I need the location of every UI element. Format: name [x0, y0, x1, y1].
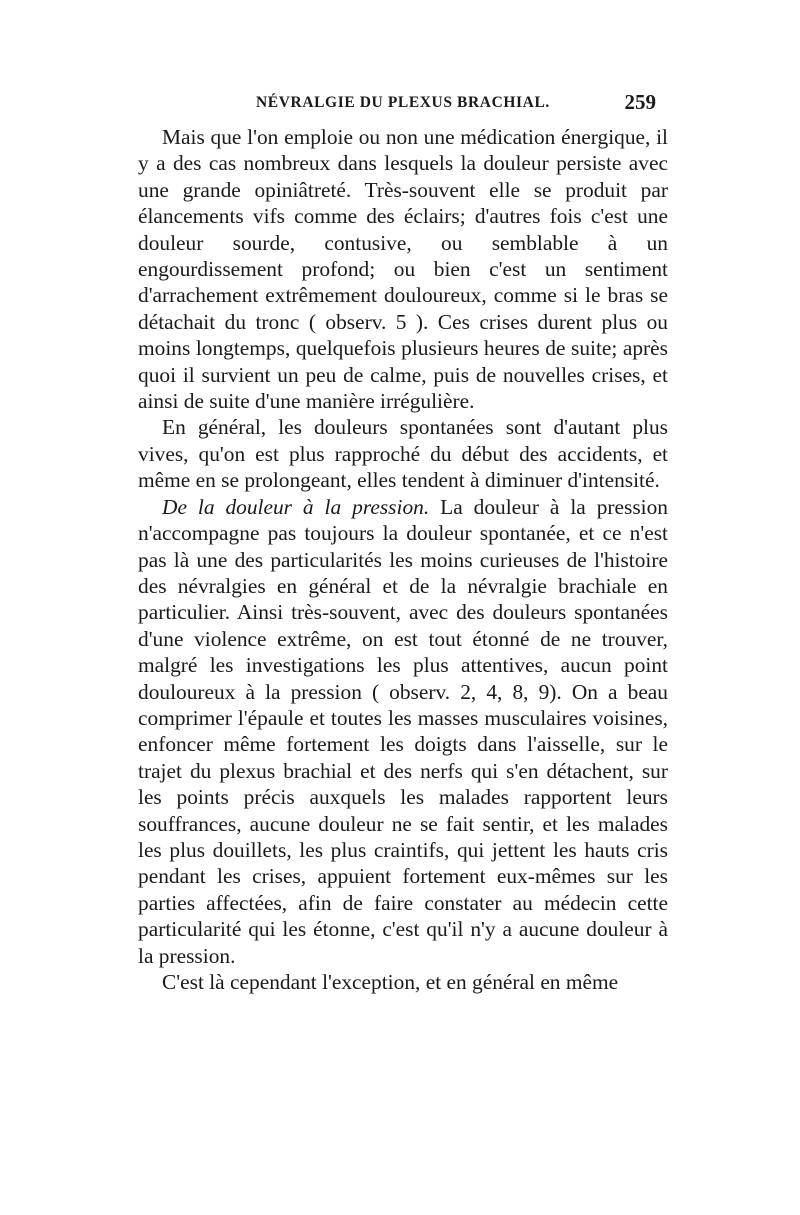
body-text [138, 124, 668, 995]
paragraph-4-text: C'est là cependant l'exception, et en général en même [162, 970, 619, 994]
paragraph-1-text: Mais que l'on emploie ou non une médication énergique, il y a des cas nombreux dans lesquels la douleur persiste avec une grande opiniâtreté. Très-souvent elle se produit par élancements vifs comme des éclairs; d'autres fois c'est une douleur sourde, contusive, ou semblable à un engourdissement profond; ou bien c'est un sentiment d'arrachement extrêmement douloureux, comme si le bras se détachait du tronc ( observ. 5 ). Ces crises durent plus ou moins longtemps, quelquefois plusieurs heures de suite; après quoi il survient un peu de calme, puis de nouvelles crises, et ainsi de suite d'une manière irrégulière. [138, 125, 668, 414]
running-title: NÉVRALGIE DU PLEXUS BRACHIAL. [256, 94, 550, 111]
page-header [138, 90, 668, 124]
page-number: 259 [624, 90, 656, 114]
paragraph-1 [138, 124, 668, 414]
paragraph-4 [138, 969, 668, 995]
book-page [138, 90, 668, 995]
paragraph-2 [138, 414, 668, 493]
section-heading-italic: De la douleur à la pression. [162, 494, 430, 519]
paragraph-3 [138, 494, 668, 969]
paragraph-2-text: En général, les douleurs spontanées sont d'autant plus vives, qu'on est plus rapproché du début des accidents, et même en se prolongeant, elles tendent à diminuer d'intensité. [138, 415, 668, 493]
paragraph-3-text: La douleur à la pression n'accompagne pas toujours la douleur spontanée, et ce n'est pas là une des particularités les moins curieuses de l'histoire des névralgies en général et de la névralgie brachiale en particulier. Ainsi très-souvent, avec des douleurs spontanées d'une violence extrême, on est tout étonné de ne trouver, malgré les investigations les plus attentives, aucun point douloureux à la pression ( observ. 2, 4, 8, 9). On a beau comprimer l'épaule et toutes les masses musculaires voisines, enfoncer même fortement les doigts dans l'aisselle, sur le trajet du plexus brachial et des nerfs qui s'en détachent, sur les points précis auxquels les malades rapportent leurs souffrances, aucune douleur ne se fait sentir, et les malades les plus douillets, les plus craintifs, qui jettent les hauts cris pendant les crises, appuient fortement eux-mêmes sur les parties affectées, afin de faire constater au médecin cette particularité qui les étonne, c'est qu'il n'y a aucune douleur à la pression. [138, 494, 668, 968]
